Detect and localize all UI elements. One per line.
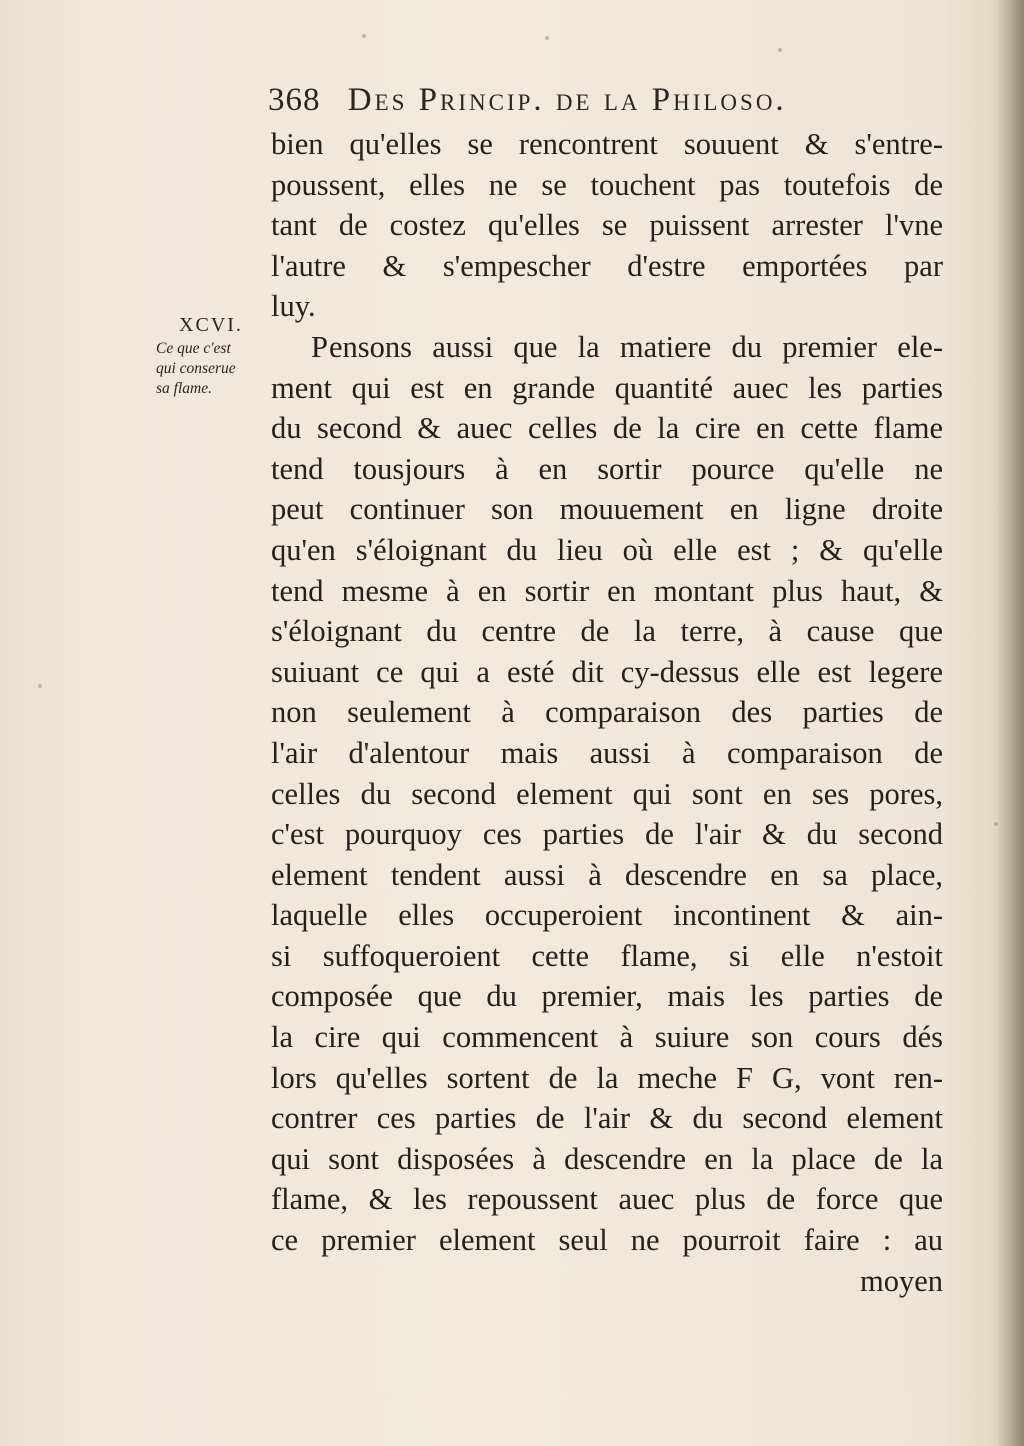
text-line: celles du second element qui sont en ses pores, <box>271 776 943 811</box>
text-line: flame, & les repoussent auec plus de force que <box>271 1182 943 1217</box>
margin-note <box>152 314 264 399</box>
text-line: tant de costez qu'elles se puissent arrester l'vne <box>271 208 943 243</box>
margin-gloss-line: sa flame. <box>156 380 212 397</box>
text-line: si suffoqueroient cette flame, si elle n'estoit <box>271 938 943 973</box>
paper-speck <box>994 822 998 826</box>
text-line: l'autre & s'empescher d'estre emportées par <box>271 248 943 283</box>
text-line: contrer ces parties de l'air & du second element <box>271 1101 943 1136</box>
text-line: luy. <box>271 289 316 324</box>
running-title: Des Princip. de la Philoso. <box>347 82 787 118</box>
text-line: tend mesme à en sortir en montant plus haut, & <box>271 573 943 608</box>
text-line: qui sont disposées à descendre en la place de la <box>271 1141 943 1176</box>
text-line: peut continuer son mouuement en ligne droite <box>271 492 943 527</box>
paper-speck <box>38 684 42 688</box>
text-line: c'est pourquoy ces parties de l'air & du second <box>271 817 943 852</box>
dropcap-letter: P <box>311 329 329 364</box>
text-line: composée que du premier, mais les parties de <box>271 979 943 1014</box>
text-line: tend tousjours à en sortir pource qu'elle ne <box>271 451 943 486</box>
text-line: element tendent aussi à descendre en sa place, <box>271 857 943 892</box>
text-line: bien qu'elles se rencontrent souuent & s'entre- <box>271 127 943 161</box>
text-line: s'éloignant du centre de la terre, à cause que <box>271 614 943 649</box>
page-number: 368 <box>268 82 321 118</box>
margin-gloss-line: Ce que c'est <box>156 340 231 357</box>
paper-speck <box>362 34 366 38</box>
catchword: moyen <box>859 1263 943 1298</box>
text-line: la cire qui commencent à suiure son cours dés <box>271 1020 943 1055</box>
paragraph-first-line <box>271 327 943 368</box>
text-line: non seulement à comparaison des parties de <box>271 695 943 730</box>
text-line: ensons aussi que la matiere du premier ele- <box>328 329 943 364</box>
text-line: laquelle elles occuperoient incontinent & ain- <box>271 898 943 933</box>
paper-speck <box>545 36 549 40</box>
margin-gloss-line: qui conserue <box>156 360 236 377</box>
running-header <box>268 82 948 119</box>
text-line: ce premier element seul ne pourroit faire : au <box>271 1223 943 1258</box>
text-line: ment qui est en grande quantité auec les parties <box>271 370 943 405</box>
body-text <box>271 124 943 1301</box>
text-line: lors qu'elles sortent de la meche F G, vont ren- <box>271 1060 943 1095</box>
text-line: l'air d'alentour mais aussi à comparaison de <box>271 735 943 770</box>
paper-speck <box>778 48 782 52</box>
text-line: du second & auec celles de la cire en cette flame <box>271 411 943 446</box>
page-gutter-shadow <box>998 0 1024 1446</box>
article-number: XCVI. <box>179 314 243 336</box>
text-line: poussent, elles ne se touchent pas toutefois de <box>271 167 943 202</box>
text-line: suiuant ce qui a esté dit cy-dessus elle est legere <box>271 654 943 689</box>
text-line: qu'en s'éloignant du lieu où elle est ; & qu'elle <box>271 532 943 567</box>
